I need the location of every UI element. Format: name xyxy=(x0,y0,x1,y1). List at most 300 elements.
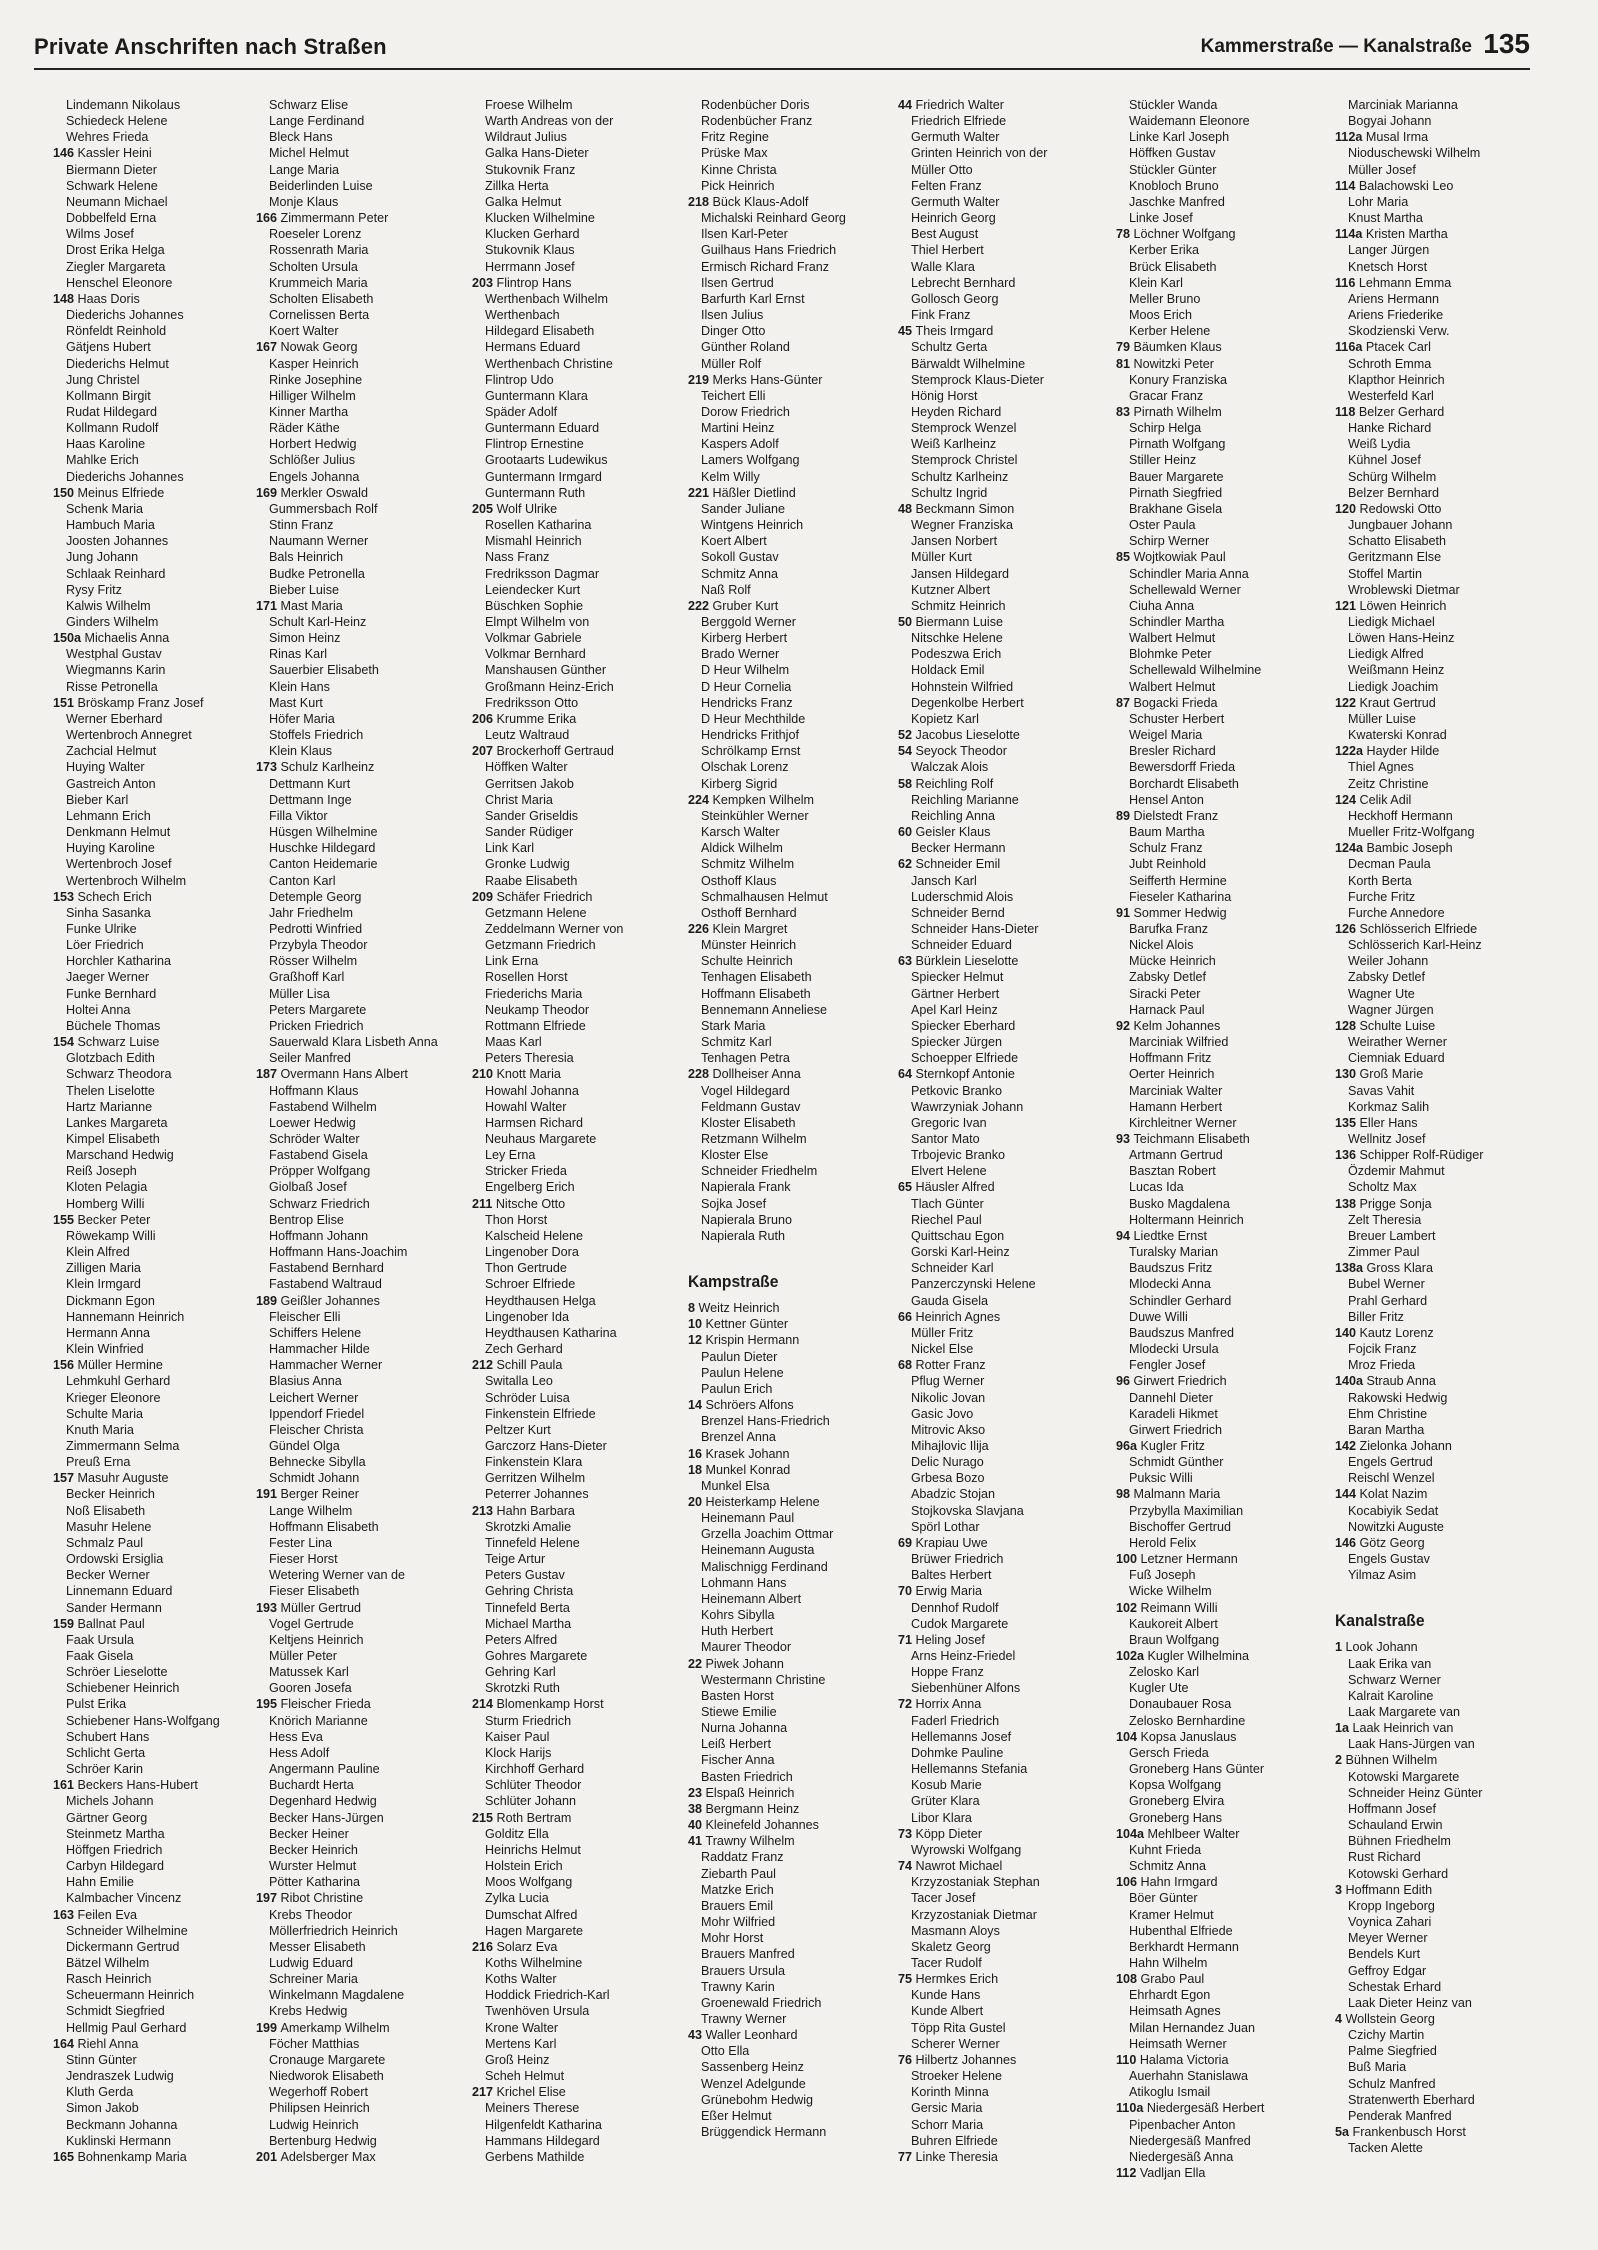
directory-entry xyxy=(472,307,687,323)
resident-name: Bewersdorff Frieda xyxy=(1129,760,1236,775)
directory-entry xyxy=(1335,1946,1550,1962)
resident-name: Germuth Walter xyxy=(911,194,1000,209)
resident-name: Jansen Hildegard xyxy=(911,566,1010,581)
house-number: 2 xyxy=(1335,1753,1346,1768)
resident-name: Zachcial Helmut xyxy=(66,744,157,759)
resident-name: Mitrovic Akso xyxy=(911,1422,986,1437)
house-number: 1a xyxy=(1335,1721,1353,1736)
resident-name: Kempken Wilhelm xyxy=(712,792,814,807)
directory-entry xyxy=(472,1212,687,1228)
resident-name: Furche Fritz xyxy=(1348,889,1416,904)
directory-entry xyxy=(53,1858,268,1874)
resident-name: Müller Lisa xyxy=(269,986,330,1001)
resident-name: Brakhane Gisela xyxy=(1129,501,1223,516)
directory-entry xyxy=(1116,1228,1331,1244)
resident-name: Rust Richard xyxy=(1348,1850,1421,1865)
house-number: 62 xyxy=(898,857,916,872)
directory-entry xyxy=(53,275,268,291)
directory-entry xyxy=(472,226,687,242)
directory-entry xyxy=(1116,533,1331,549)
resident-name: Bambic Joseph xyxy=(1366,841,1453,856)
house-number: 199 xyxy=(256,2020,281,2035)
directory-entry xyxy=(256,679,471,695)
house-number: 205 xyxy=(472,501,497,516)
resident-name: Atikoglu Ismail xyxy=(1129,2085,1211,2100)
directory-entry xyxy=(53,1939,268,1955)
resident-name: Noß Elisabeth xyxy=(66,1503,146,1518)
resident-name: Reischl Wenzel xyxy=(1348,1471,1435,1486)
resident-name: Ilsen Karl-Peter xyxy=(701,227,788,242)
resident-name: Peters Alfred xyxy=(485,1632,558,1647)
directory-entry xyxy=(898,178,1113,194)
resident-name: Baran Martha xyxy=(1348,1422,1425,1437)
directory-entry xyxy=(898,1486,1113,1502)
directory-entry xyxy=(1335,1639,1550,1655)
directory-entry xyxy=(688,1510,903,1526)
directory-entry xyxy=(1116,194,1331,210)
resident-name: Mehlbeer Walter xyxy=(1147,1826,1240,1841)
resident-name: Lingenober Dora xyxy=(485,1245,579,1260)
directory-entry xyxy=(898,1810,1113,1826)
directory-entry xyxy=(1116,937,1331,953)
directory-entry xyxy=(1116,1583,1331,1599)
resident-name: Grabo Paul xyxy=(1140,1972,1205,1987)
resident-name: Merks Hans-Günter xyxy=(712,372,823,387)
resident-name: Zech Gerhard xyxy=(485,1342,563,1357)
resident-name: Schulz Karlheinz xyxy=(280,760,375,775)
directory-entry xyxy=(1335,129,1550,145)
directory-entry xyxy=(256,727,471,743)
directory-entry xyxy=(256,517,471,533)
resident-name: Scheh Helmut xyxy=(485,2069,565,2084)
resident-name: Fastabend Wilhelm xyxy=(269,1099,377,1114)
directory-entry xyxy=(1335,1373,1550,1389)
directory-entry xyxy=(256,1551,471,1567)
resident-name: Groneberg Hans Günter xyxy=(1129,1762,1265,1777)
resident-name: Höfer Maria xyxy=(269,711,335,726)
directory-entry xyxy=(256,2068,471,2084)
resident-name: Mihajlovic Ilija xyxy=(911,1438,989,1453)
directory-entry xyxy=(898,630,1113,646)
resident-name: Felten Franz xyxy=(911,178,982,193)
resident-name: Hess Eva xyxy=(269,1729,323,1744)
resident-name: Hayder Hilde xyxy=(1366,744,1440,759)
directory-entry xyxy=(1116,646,1331,662)
resident-name: Brück Elisabeth xyxy=(1129,259,1217,274)
resident-name: Bennemann Anneliese xyxy=(701,1002,828,1017)
resident-name: Nurna Johanna xyxy=(701,1721,788,1736)
resident-name: Brenzel Anna xyxy=(701,1430,776,1445)
directory-entry xyxy=(688,549,903,565)
house-number: 164 xyxy=(53,2036,78,2051)
directory-entry xyxy=(472,1406,687,1422)
resident-name: Flintrop Ernestine xyxy=(485,437,584,452)
resident-name: Korth Berta xyxy=(1348,873,1412,888)
directory-entry xyxy=(472,1422,687,1438)
directory-entry xyxy=(53,953,268,969)
directory-entry xyxy=(472,1002,687,1018)
resident-name: Laak Erika van xyxy=(1348,1656,1432,1671)
resident-name: Waller Leonhard xyxy=(705,2028,798,2043)
directory-entry xyxy=(898,1858,1113,1874)
directory-entry xyxy=(688,630,903,646)
directory-entry xyxy=(472,614,687,630)
resident-name: Wagner Jürgen xyxy=(1348,1002,1434,1017)
directory-entry xyxy=(1335,1817,1550,1833)
directory-entry xyxy=(472,210,687,226)
resident-name: Schlaak Reinhard xyxy=(66,566,166,581)
directory-entry xyxy=(256,873,471,889)
resident-name: Heckhoff Hermann xyxy=(1348,808,1453,823)
directory-entry xyxy=(1116,1422,1331,1438)
directory-entry xyxy=(472,1293,687,1309)
directory-entry xyxy=(472,1390,687,1406)
directory-entry xyxy=(53,1406,268,1422)
resident-name: Kugler Ute xyxy=(1129,1681,1189,1696)
directory-entry xyxy=(472,824,687,840)
resident-name: Vogel Hildegard xyxy=(701,1083,790,1098)
resident-name: Kaukoreit Albert xyxy=(1129,1616,1218,1631)
directory-entry xyxy=(256,1341,471,1357)
directory-entry xyxy=(1335,840,1550,856)
resident-name: Bück Klaus-Adolf xyxy=(712,194,809,209)
directory-entry xyxy=(472,1196,687,1212)
resident-name: Kloster Elisabeth xyxy=(701,1115,796,1130)
directory-entry xyxy=(1335,323,1550,339)
directory-entry xyxy=(1335,1131,1550,1147)
resident-name: Schmitz Heinrich xyxy=(911,598,1006,613)
directory-entry xyxy=(1116,2052,1331,2068)
resident-name: Schröer Lieselotte xyxy=(66,1665,168,1680)
directory-entry xyxy=(1335,1519,1550,1535)
resident-name: Mast Maria xyxy=(280,598,343,613)
directory-entry xyxy=(1116,1179,1331,1195)
directory-entry xyxy=(256,113,471,129)
resident-name: Milan Hernandez Juan xyxy=(1129,2020,1256,2035)
resident-name: Knust Martha xyxy=(1348,211,1423,226)
house-number: 140 xyxy=(1335,1325,1360,1340)
directory-entry xyxy=(53,1309,268,1325)
resident-name: Peters Gustav xyxy=(485,1568,565,1583)
resident-name: Hoffmann Hans-Joachim xyxy=(269,1245,408,1260)
resident-name: Dannehl Dieter xyxy=(1129,1390,1214,1405)
directory-entry xyxy=(256,598,471,614)
resident-name: Wollstein Georg xyxy=(1345,2011,1435,2026)
directory-entry xyxy=(256,1276,471,1292)
directory-entry xyxy=(256,1260,471,1276)
directory-entry xyxy=(53,776,268,792)
directory-entry xyxy=(898,517,1113,533)
resident-name: Fojcik Franz xyxy=(1348,1342,1417,1357)
resident-name: Korkmaz Salih xyxy=(1348,1099,1430,1114)
resident-name: Schmidt Günther xyxy=(1129,1455,1224,1470)
resident-name: Schwarz Friedrich xyxy=(269,1196,370,1211)
directory-entry xyxy=(898,226,1113,242)
directory-entry xyxy=(53,1826,268,1842)
resident-name: Bergmann Heinz xyxy=(705,1801,800,1816)
directory-entry xyxy=(688,711,903,727)
directory-entry xyxy=(472,2020,687,2036)
resident-name: Grinten Heinrich von der xyxy=(911,146,1048,161)
directory-entry xyxy=(898,1050,1113,1066)
resident-name: Wagner Ute xyxy=(1348,986,1415,1001)
directory-entry xyxy=(898,1907,1113,1923)
resident-name: Müller Rolf xyxy=(701,356,762,371)
directory-entry xyxy=(898,1309,1113,1325)
directory-entry xyxy=(1335,824,1550,840)
resident-name: Skodzienski Verw. xyxy=(1348,324,1450,339)
directory-entry xyxy=(1335,1833,1550,1849)
directory-entry xyxy=(53,436,268,452)
resident-name: Holtermann Heinrich xyxy=(1129,1212,1244,1227)
directory-entry xyxy=(1116,323,1331,339)
resident-name: Haas Karoline xyxy=(66,437,146,452)
directory-entry xyxy=(1116,824,1331,840)
resident-name: Westermann Christine xyxy=(701,1672,826,1687)
directory-entry xyxy=(1335,1406,1550,1422)
house-number: 110 xyxy=(1116,2052,1140,2067)
resident-name: Liedigk Alfred xyxy=(1348,647,1424,662)
resident-name: Lehmann Emma xyxy=(1358,275,1452,290)
resident-name: Kollmann Rudolf xyxy=(66,421,159,436)
directory-entry xyxy=(472,1680,687,1696)
house-number: 92 xyxy=(1116,1018,1134,1033)
directory-entry xyxy=(53,1729,268,1745)
resident-name: Arns Heinz-Friedel xyxy=(911,1649,1016,1663)
resident-name: Rossenrath Maria xyxy=(269,243,369,258)
resident-name: Becker Heinrich xyxy=(269,1842,358,1857)
directory-entry xyxy=(1116,113,1331,129)
directory-entry xyxy=(688,420,903,436)
resident-name: Bühnen Wilhelm xyxy=(1345,1753,1438,1768)
directory-entry xyxy=(53,1099,268,1115)
directory-entry xyxy=(256,1519,471,1535)
resident-name: Heinrich Agnes xyxy=(915,1309,1001,1324)
resident-name: Simon Jakob xyxy=(66,2101,139,2116)
directory-entry xyxy=(1335,1704,1550,1720)
resident-name: Decman Paula xyxy=(1348,857,1431,872)
directory-entry xyxy=(53,743,268,759)
directory-entry xyxy=(688,1607,903,1623)
resident-name: Fastabend Waltraud xyxy=(269,1277,382,1292)
resident-name: Dettmann Inge xyxy=(269,792,352,807)
directory-entry xyxy=(53,1616,268,1632)
directory-entry xyxy=(688,759,903,775)
house-number: 122 xyxy=(1335,695,1360,710)
directory-entry xyxy=(1116,1212,1331,1228)
directory-entry xyxy=(256,1066,471,1082)
directory-entry xyxy=(53,1115,268,1131)
resident-name: Liedigk Michael xyxy=(1348,615,1435,629)
resident-name: Mast Kurt xyxy=(269,695,323,710)
resident-name: Schmalhausen Helmut xyxy=(701,889,828,904)
directory-entry xyxy=(1335,1034,1550,1050)
resident-name: Guntermann Irmgard xyxy=(485,469,602,484)
resident-name: Wegerhoff Robert xyxy=(269,2085,368,2100)
directory-entry xyxy=(1335,1390,1550,1406)
directory-entry xyxy=(472,953,687,969)
directory-entry xyxy=(898,145,1113,161)
directory-entry xyxy=(898,162,1113,178)
resident-name: Schmitz Wilhelm xyxy=(701,857,795,872)
resident-name: Cornelissen Berta xyxy=(269,308,370,323)
resident-name: Schellewald Wilhelmine xyxy=(1129,663,1262,678)
resident-name: Elvert Helene xyxy=(911,1164,987,1179)
resident-name: Cronauge Margarete xyxy=(269,2052,386,2067)
resident-name: Biermann Dieter xyxy=(66,162,157,177)
directory-entry xyxy=(472,1713,687,1729)
resident-name: Prüske Max xyxy=(701,146,768,161)
directory-entry xyxy=(1335,452,1550,468)
house-number: 76 xyxy=(898,2052,916,2067)
resident-name: Kugler Wilhelmina xyxy=(1147,1649,1250,1663)
house-number: 75 xyxy=(898,1972,916,1987)
resident-name: Krapiau Uwe xyxy=(915,1535,988,1550)
resident-name: Groneberg Elvira xyxy=(1129,1794,1225,1809)
directory-entry xyxy=(1116,1616,1331,1632)
directory-entry xyxy=(53,1503,268,1519)
directory-entry xyxy=(472,1810,687,1826)
resident-name: Seyock Theodor xyxy=(915,744,1007,759)
resident-name: Herold Felix xyxy=(1129,1535,1197,1550)
directory-entry xyxy=(472,1777,687,1793)
directory-entry xyxy=(256,388,471,404)
resident-name: Werner Eberhard xyxy=(66,711,163,726)
directory-entry xyxy=(1335,275,1550,291)
resident-name: Trawny Werner xyxy=(701,2011,787,2026)
directory-entry xyxy=(53,1470,268,1486)
resident-name: Weigel Maria xyxy=(1129,728,1203,743)
resident-name: Behnecke Sibylla xyxy=(269,1455,366,1470)
directory-entry xyxy=(53,1890,268,1906)
directory-entry xyxy=(898,905,1113,921)
directory-entry xyxy=(256,1147,471,1163)
directory-entry xyxy=(688,226,903,242)
directory-entry xyxy=(1116,1066,1331,1082)
house-number: 163 xyxy=(53,1907,78,1922)
resident-name: Nawrot Michael xyxy=(915,1859,1003,1874)
resident-name: Pötter Katharina xyxy=(269,1875,361,1890)
directory-entry xyxy=(472,889,687,905)
resident-name: Brado Werner xyxy=(701,647,780,662)
directory-entry xyxy=(1335,1688,1550,1704)
resident-name: Rodenbücher Doris xyxy=(701,98,810,112)
directory-entry xyxy=(898,1745,1113,1761)
resident-name: Nowitzki Auguste xyxy=(1348,1519,1444,1534)
directory-entry xyxy=(256,1373,471,1389)
directory-entry xyxy=(1335,1147,1550,1163)
directory-entry xyxy=(1335,145,1550,161)
street-heading: Kampstraße xyxy=(688,1272,779,1292)
directory-entry xyxy=(472,97,687,113)
directory-entry xyxy=(472,1874,687,1890)
resident-name: Schlicht Gerta xyxy=(66,1745,146,1760)
resident-name: Mismahl Heinrich xyxy=(485,534,582,549)
resident-name: Lohr Maria xyxy=(1348,194,1409,209)
resident-name: Niedergesäß Manfred xyxy=(1129,2133,1251,2148)
directory-entry xyxy=(1116,1955,1331,1971)
resident-name: Link Erna xyxy=(485,954,539,969)
directory-entry xyxy=(256,2052,471,2068)
resident-name: Moos Erich xyxy=(1129,308,1192,323)
resident-name: Carbyn Hildegard xyxy=(66,1859,165,1874)
house-number: 71 xyxy=(898,1632,916,1647)
resident-name: Nikolic Jovan xyxy=(911,1390,986,1405)
directory-entry xyxy=(1116,501,1331,517)
resident-name: Spiecker Jürgen xyxy=(911,1035,1003,1050)
house-number: 167 xyxy=(256,340,281,355)
directory-entry xyxy=(1116,1761,1331,1777)
resident-name: Stückler Wanda xyxy=(1129,98,1218,112)
directory-entry xyxy=(472,582,687,598)
resident-name: Bieber Karl xyxy=(66,792,129,807)
resident-name: Masuhr Auguste xyxy=(77,1471,169,1486)
house-number: 126 xyxy=(1335,921,1360,936)
resident-name: Trawny Karin xyxy=(701,1979,775,1994)
directory-entry xyxy=(688,873,903,889)
directory-entry xyxy=(53,1551,268,1567)
resident-name: Riechel Paul xyxy=(911,1212,982,1227)
house-number: 212 xyxy=(472,1358,497,1373)
resident-name: Heydthausen Helga xyxy=(485,1293,596,1308)
directory-entry xyxy=(688,97,903,113)
directory-entry xyxy=(53,630,268,646)
directory-entry xyxy=(1116,97,1331,113)
resident-name: Joosten Johannes xyxy=(66,534,169,549)
directory-entry xyxy=(256,1600,471,1616)
resident-name: Getzmann Friedrich xyxy=(485,938,596,953)
directory-entry xyxy=(898,808,1113,824)
directory-entry xyxy=(688,856,903,872)
directory-entry xyxy=(472,1616,687,1632)
resident-name: Fritz Regine xyxy=(701,130,769,145)
resident-name: Hellemanns Stefania xyxy=(911,1762,1028,1777)
column-1 xyxy=(53,97,268,2165)
directory-entry xyxy=(256,1228,471,1244)
directory-entry xyxy=(688,646,903,662)
directory-entry xyxy=(1335,113,1550,129)
resident-name: Kalscheid Helene xyxy=(485,1228,584,1243)
directory-entry xyxy=(1335,1341,1550,1357)
resident-name: Löwen Heinrich xyxy=(1359,598,1447,613)
directory-entry xyxy=(1335,2027,1550,2043)
resident-name: Zimmermann Peter xyxy=(280,211,389,226)
directory-entry xyxy=(256,1696,471,1712)
resident-name: Hermkes Erich xyxy=(915,1972,999,1987)
directory-entry xyxy=(688,517,903,533)
resident-name: Glotzbach Edith xyxy=(66,1051,155,1066)
resident-name: Koert Walter xyxy=(269,324,339,339)
directory-entry xyxy=(256,1470,471,1486)
resident-name: Elspaß Heinrich xyxy=(705,1785,795,1800)
resident-name: Artmann Gertrud xyxy=(1129,1148,1223,1163)
resident-name: Hahn Wilhelm xyxy=(1129,1955,1208,1970)
directory-entry xyxy=(53,759,268,775)
directory-entry xyxy=(1116,307,1331,323)
resident-name: Reichling Marianne xyxy=(911,792,1019,807)
directory-entry xyxy=(1116,1293,1331,1309)
resident-name: Sander Hermann xyxy=(66,1600,162,1615)
directory-entry xyxy=(688,129,903,145)
house-number: 118 xyxy=(1335,404,1359,419)
resident-name: Sander Rüdiger xyxy=(485,825,574,840)
directory-entry xyxy=(1335,372,1550,388)
resident-name: Reiß Joseph xyxy=(66,1164,137,1179)
directory-entry xyxy=(53,178,268,194)
resident-name: Michael Martha xyxy=(485,1616,572,1631)
column-7 xyxy=(1335,97,1550,2156)
house-number: 207 xyxy=(472,744,497,759)
